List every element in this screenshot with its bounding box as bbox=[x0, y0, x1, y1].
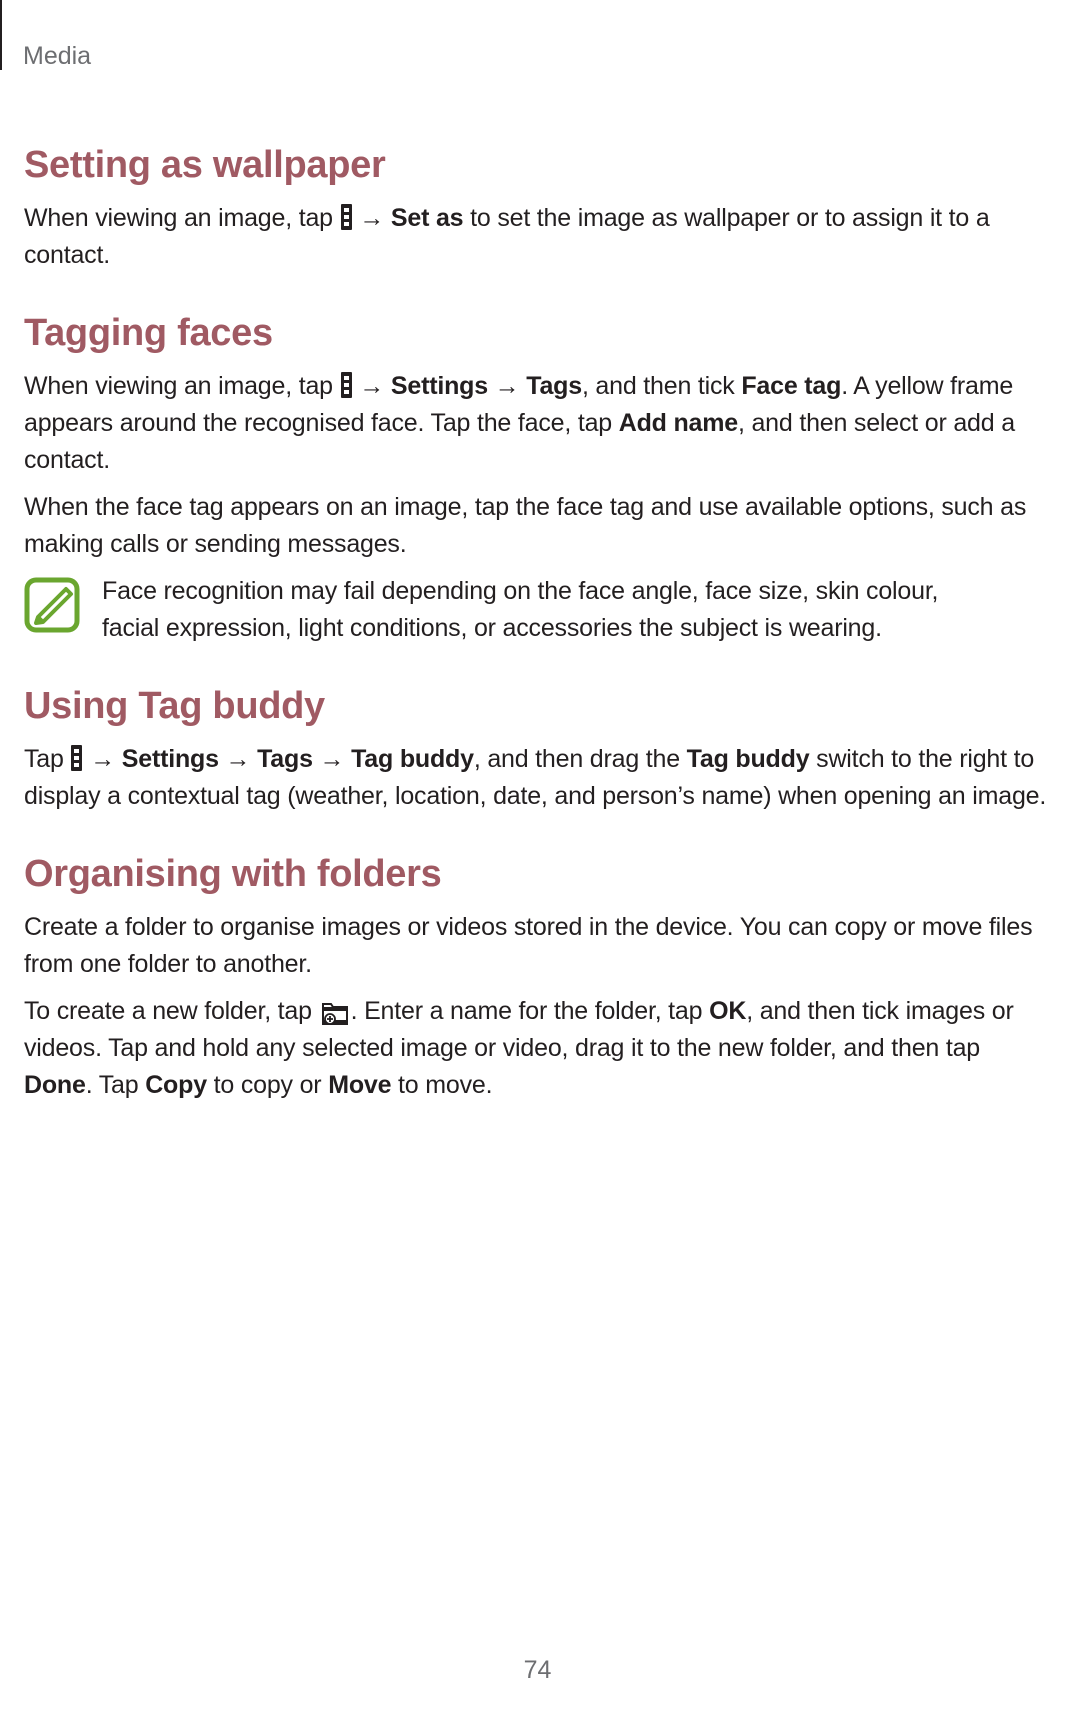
section-organising-with-folders bbox=[24, 849, 1054, 1104]
menu-icon bbox=[341, 372, 352, 398]
text: to set the image as wallpaper or to assign it to a contact. bbox=[24, 204, 990, 269]
ui-label-settings: Settings bbox=[121, 745, 219, 773]
note-icon bbox=[24, 577, 80, 633]
ui-label-add-name: Add name bbox=[618, 409, 738, 437]
text: . Enter a name for the folder, tap bbox=[350, 997, 710, 1025]
note-text: Face recognition may fail depending on the face angle, face size, skin colour, facial expression, light conditions, or accessories the subject is wearing. bbox=[102, 577, 939, 642]
section-using-tag-buddy bbox=[24, 681, 1054, 815]
ui-label-ok: OK bbox=[709, 997, 747, 1025]
arrow: → bbox=[487, 372, 527, 400]
text: , and then select or add a contact. bbox=[24, 409, 1015, 474]
text: Tap bbox=[24, 745, 71, 773]
paragraph-wallpaper bbox=[24, 200, 1054, 274]
text: to copy or bbox=[206, 1071, 329, 1099]
arrow: → bbox=[312, 745, 352, 773]
section-title-organising-with-folders: Organising with folders bbox=[24, 853, 442, 895]
paragraph-tag-buddy bbox=[24, 741, 1054, 815]
note-box bbox=[24, 573, 1054, 647]
new-folder-icon bbox=[321, 1000, 349, 1026]
section-setting-as-wallpaper bbox=[24, 140, 1054, 274]
arrow: → bbox=[83, 745, 122, 773]
ui-label-tag-buddy: Tag buddy bbox=[351, 745, 474, 773]
ui-label-move: Move bbox=[328, 1071, 392, 1099]
page-number: 74 bbox=[523, 1656, 552, 1684]
paragraph-tagging-1 bbox=[24, 368, 1054, 479]
text: . A yellow frame appears around the recognised face. Tap the face, tap bbox=[24, 372, 1014, 437]
menu-icon bbox=[341, 204, 352, 230]
text: When viewing an image, tap bbox=[24, 372, 340, 400]
ui-label-done: Done bbox=[24, 1071, 86, 1099]
ui-label-face-tag: Face tag bbox=[741, 372, 842, 400]
arrow: → bbox=[218, 745, 258, 773]
arrow: → bbox=[352, 372, 391, 400]
section-title-setting-as-wallpaper: Setting as wallpaper bbox=[24, 144, 386, 186]
ui-label-copy: Copy bbox=[145, 1071, 207, 1099]
text: , and then tick bbox=[581, 372, 742, 400]
header-section-label: Media bbox=[23, 42, 92, 70]
text: switch to the right to display a contextual tag (weather, location, date, and person’s name) when opening an image. bbox=[24, 745, 1047, 810]
page-content bbox=[24, 140, 1054, 1138]
text: to move. bbox=[391, 1071, 493, 1099]
ui-label-tags: Tags bbox=[526, 372, 582, 400]
section-title-using-tag-buddy: Using Tag buddy bbox=[24, 685, 325, 727]
text: When viewing an image, tap bbox=[24, 204, 340, 232]
paragraph-tagging-2: When the face tag appears on an image, tap the face tag and use available options, such as making calls or sending messages. bbox=[24, 493, 1027, 558]
menu-icon bbox=[71, 745, 82, 771]
text: , and then drag the bbox=[473, 745, 687, 773]
text: To create a new folder, tap bbox=[24, 997, 319, 1025]
text: . Tap bbox=[85, 1071, 146, 1099]
ui-label-tags: Tags bbox=[257, 745, 313, 773]
header-rule bbox=[0, 0, 2, 70]
section-tagging-faces bbox=[24, 308, 1054, 647]
ui-label-settings: Settings bbox=[390, 372, 488, 400]
paragraph-folders-2 bbox=[24, 993, 1054, 1104]
section-title-tagging-faces: Tagging faces bbox=[24, 312, 273, 354]
arrow: → bbox=[352, 204, 391, 232]
paragraph-folders-1: Create a folder to organise images or videos stored in the device. You can copy or move files from one folder to another. bbox=[24, 913, 1033, 978]
text: , and then tick images or videos. Tap and hold any selected image or video, drag it to the new folder, and then tap bbox=[24, 997, 1014, 1062]
ui-label-set-as: Set as bbox=[390, 204, 464, 232]
ui-label-tag-buddy: Tag buddy bbox=[686, 745, 810, 773]
